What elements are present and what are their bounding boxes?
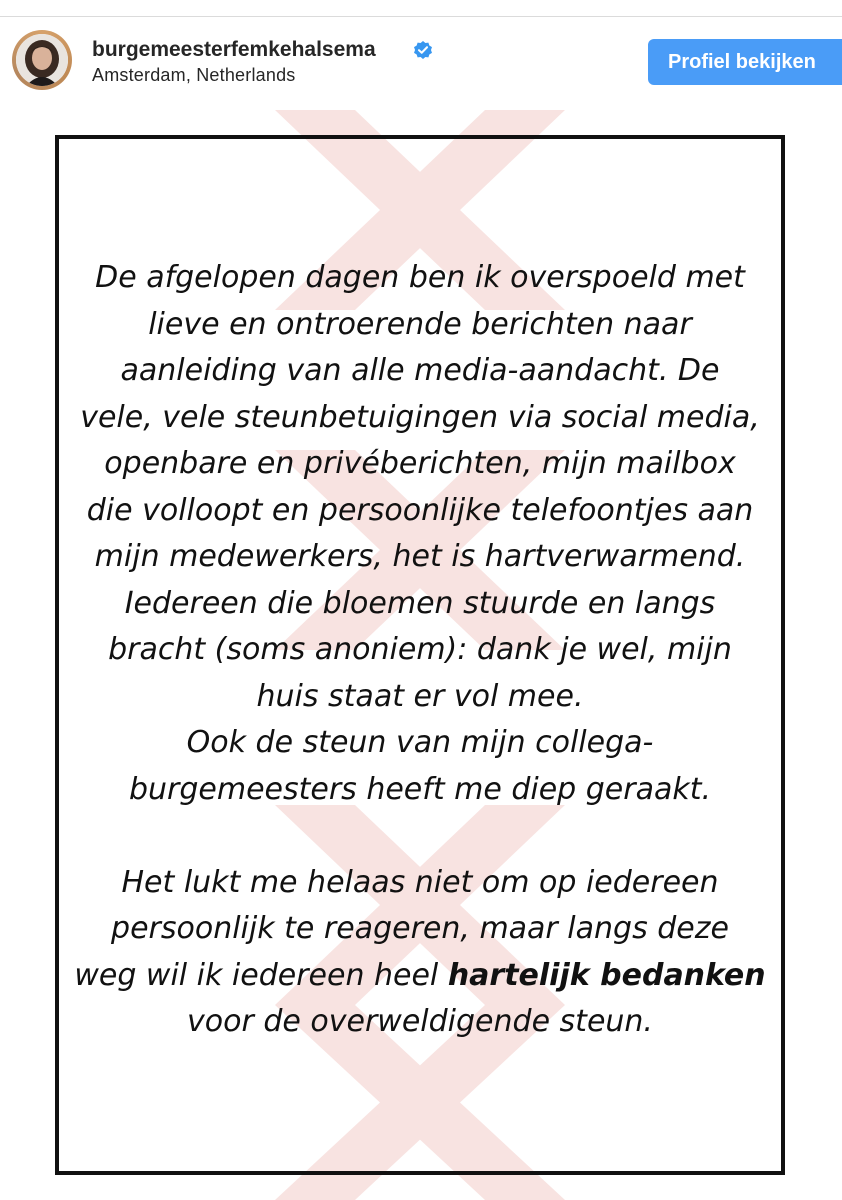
message-line: aanleiding van alle media-aandacht. De xyxy=(120,353,720,388)
message-line: bracht (soms anoniem): dank je wel, mijn xyxy=(108,632,732,667)
message-line: De afgelopen dagen ben ik overspoeld met xyxy=(95,260,745,295)
avatar[interactable] xyxy=(16,34,68,86)
avatar-ring[interactable] xyxy=(12,30,72,90)
message-line: openbare en privéberichten, mijn mailbox xyxy=(104,446,736,481)
post-header xyxy=(0,17,842,105)
paragraph-spacer xyxy=(60,813,780,860)
closing-line-prefix: weg wil ik iedereen heel xyxy=(74,957,448,993)
final-line: voor de overweldigende steun. xyxy=(187,1004,653,1039)
closing-line: Het lukt me helaas niet om op iedereen xyxy=(121,864,719,900)
message-line: vele, vele steunbetuigingen via social media, xyxy=(80,399,760,435)
verified-badge-icon xyxy=(412,39,434,61)
message-line: huis staat er vol mee. xyxy=(256,678,584,714)
username[interactable]: burgemeesterfemkehalsema xyxy=(92,38,376,61)
view-profile-button[interactable]: Profiel bekijken xyxy=(648,39,842,85)
message-line: Iedereen die bloemen stuurde en langs xyxy=(124,585,716,621)
message-line: lieve en ontroerende berichten naar xyxy=(148,306,692,342)
location-link[interactable]: Amsterdam, Netherlands xyxy=(92,65,296,85)
closing-line-with-emphasis xyxy=(60,953,780,1000)
message-text xyxy=(60,255,780,1046)
message-line: burgemeesters heeft me diep geraakt. xyxy=(128,771,712,807)
closing-line: persoonlijk te reageren, maar langs deze xyxy=(111,911,729,946)
message-line: Ook de steun van mijn collega- xyxy=(186,725,654,760)
avatar-photo-icon xyxy=(16,34,68,86)
message-line: mijn medewerkers, het is hartverwarmend. xyxy=(94,539,746,574)
message-line: die volloopt en persoonlijke telefoontjes aan xyxy=(86,492,754,528)
emphasis-thanks: hartelijk bedanken xyxy=(447,957,766,993)
post-image xyxy=(0,105,842,1200)
